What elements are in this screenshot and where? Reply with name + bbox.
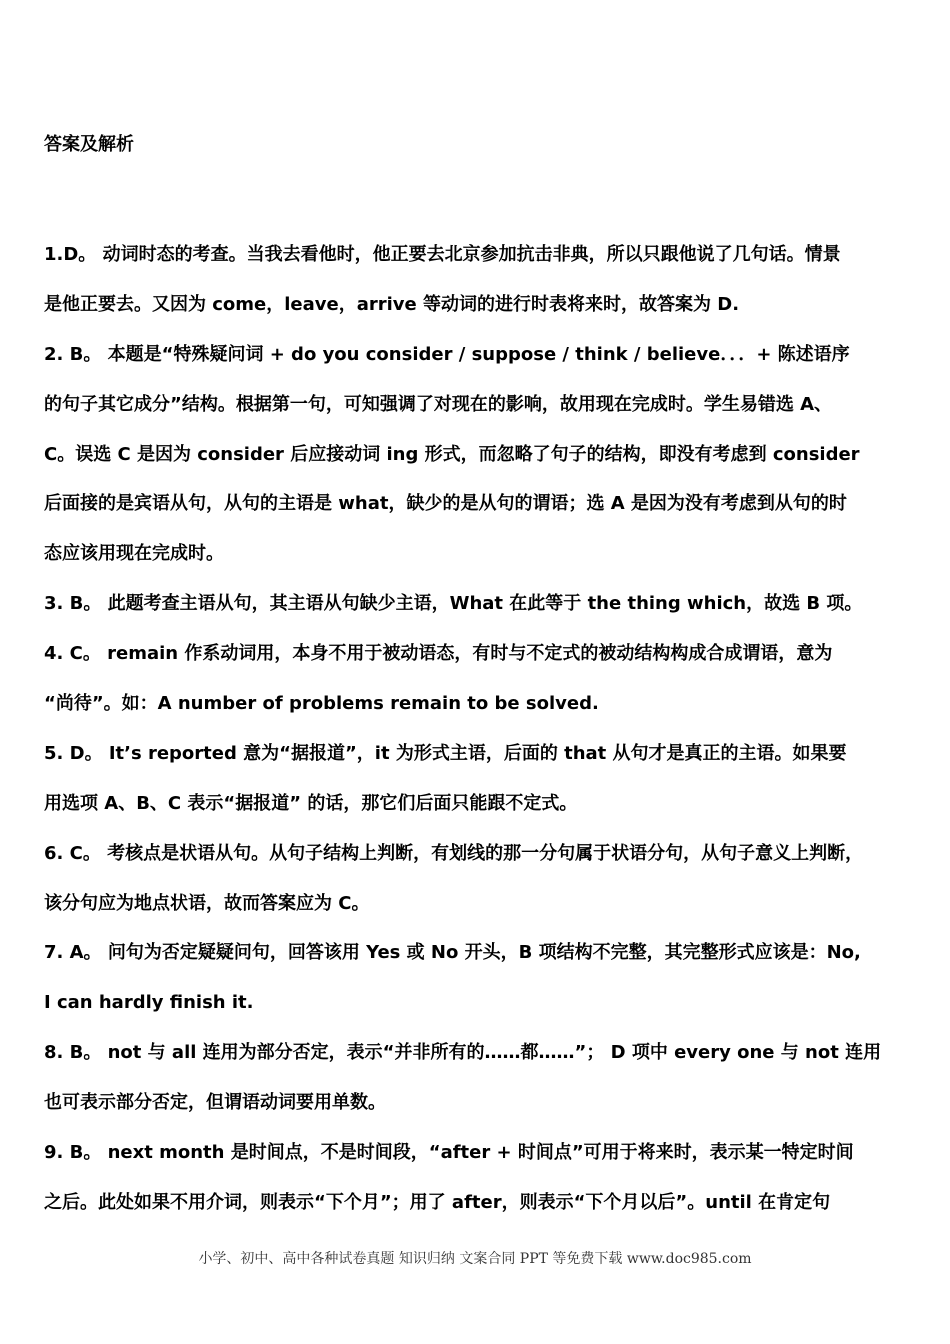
text-line: 5. D。 It’s reported 意为“据报道”，it 为形式主语，后面的 that 从句才是真正的主语。如果要 [44, 742, 847, 764]
text-line: 之后。此处如果不用介词，则表示“下个月”；用了 after，则表示“下个月以后”。until 在肯定句 [44, 1191, 831, 1213]
section-heading: 答案及解析 [44, 134, 134, 155]
text-line: 8. B。 not 与 all 连用为部分否定，表示“并非所有的……都……”； D 项中 every one 与 not 连用 [44, 1042, 882, 1064]
page-footer: 小学、初中、高中各种试卷真题 知识归纳 文案合同 PPT 等免费下载 www.doc985.com [198, 1251, 752, 1267]
text-line: 也可表示部分否定，但谓语动词要用单数。 [44, 1092, 386, 1114]
text-line: 是他正要去。又因为 come，leave，arrive 等动词的进行时表将来时，故答案为 D. [44, 293, 740, 315]
text-line: 4. C。 remain 作系动词用，本身不用于被动语态，有时与不定式的被动结构构成合成谓语，意为 [44, 643, 833, 665]
text-line: 9. B。 next month 是时间点，不是时间段，“after + 时间点”可用于将来时，表示某一特定时间 [44, 1142, 854, 1164]
text-line: 该分句应为地点状语，故而答案应为 C。 [44, 892, 370, 914]
text-line: 1.D。 动词时态的考查。当我去看他时，他正要去北京参加抗击非典，所以只跟他说了几句话。情景 [44, 244, 841, 265]
text-line: 2. B。 本题是“特殊疑问词 + do you consider / suppose / think / believe．．．+ 陈述语序 [44, 343, 850, 365]
text-line: 3. B。 此题考查主语从句，其主语从句缺少主语，What 在此等于 the thing which，故选 B 项。 [44, 593, 863, 615]
answer-explanations [44, 230, 906, 1228]
text-line: “尚待”。如：A number of problems remain to be solved. [44, 693, 599, 715]
text-line: I can hardly finish it. [44, 992, 254, 1014]
text-line: 态应该用现在完成时。 [44, 543, 224, 565]
text-line: 用选项 A、B、C 表示“据报道” 的话，那它们后面只能跟不定式。 [44, 792, 578, 814]
text-line: C。误选 C 是因为 consider 后应接动词 ing 形式，而忽略了句子的结构，即没有考虑到 consider [44, 443, 860, 465]
text-line: 的句子其它成分”结构。根据第一句，可知强调了对现在的影响，故用现在完成时。学生易错选 A、 [44, 393, 833, 415]
text-line: 7. A。 问句为否定疑疑问句，回答该用 Yes 或 No 开头，B 项结构不完整，其完整形式应该是：No, [44, 942, 861, 964]
text-line: 6. C。 考核点是状语从句。从句子结构上判断，有划线的那一分句属于状语分句，从句子意义上判断， [44, 842, 864, 864]
text-line: 后面接的是宾语从句，从句的主语是 what，缺少的是从句的谓语；选 A 是因为没有考虑到从句的时 [44, 493, 847, 515]
